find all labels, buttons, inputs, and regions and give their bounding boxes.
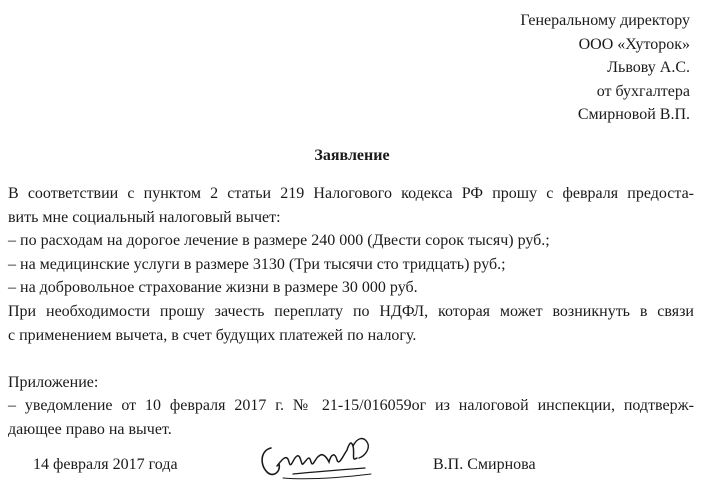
attachment-line-2: дающее право на вычет. [8,420,172,438]
document-body [8,182,694,442]
attachment-label: Приложение: [8,373,99,391]
list-item-insurance: – на добровольное страхование жизни в размере 30 000 руб. [8,279,418,297]
addressee-block [520,9,690,127]
paragraph-1-line-2: вить мне социальный налоговый вычет: [8,208,281,226]
document-title: Заявление [314,147,390,164]
attachment-line-1: – уведомление от 10 февраля 2017 г. № 21-15/016059ог из налоговой инспекции, подтверж- [8,397,694,415]
addressee-company: ООО «Хуторок» [578,35,690,53]
sender-position: от бухгалтера [596,82,690,100]
sender-name: Смирновой В.П. [577,106,690,123]
list-item-medical-services: – на медицинские услуги в размере 3130 (Три тысячи сто тридцать) руб.; [8,255,506,273]
addressee-position: Генеральному директору [520,12,690,29]
addressee-name: Львову А.С. [607,59,690,76]
list-item-treatment: – по расходам на дорогое лечение в размере 240 000 (Двести сорок тысяч) руб.; [8,232,550,250]
paragraph-1-line-1: В соответствии с пунктом 2 статьи 219 Налогового кодекса РФ прошу с февраля предоста- [8,185,694,202]
signature-date: 14 февраля 2017 года [33,456,178,473]
paragraph-2-line-2: с применением вычета, в счет будущих платежей по налогу. [8,326,417,344]
paragraph-2-line-1: При необходимости прошу зачесть переплату по НДФЛ, которая может возникнуть в связи [8,302,694,320]
paragraph-spacer [8,347,694,371]
handwritten-signature [253,428,383,483]
signatory-name: В.П. Смирнова [433,456,536,473]
